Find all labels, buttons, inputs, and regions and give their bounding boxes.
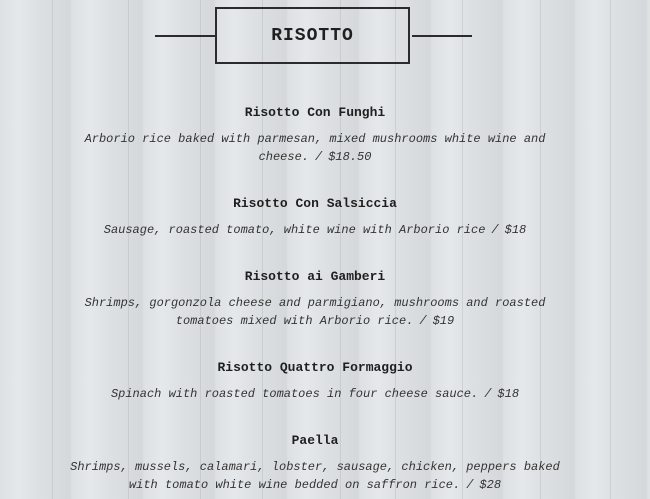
menu-item bbox=[70, 268, 560, 330]
menu-item-name: Risotto Con Salsiccia bbox=[233, 196, 397, 211]
menu-item-description: Arborio rice baked with parmesan, mixed mushrooms white wine and cheese. bbox=[84, 132, 546, 164]
price-separator: / bbox=[419, 314, 427, 328]
price-separator: / bbox=[315, 150, 323, 164]
menu-item-description-block bbox=[70, 130, 560, 166]
menu-list bbox=[70, 104, 560, 494]
menu-item-price: $28 bbox=[479, 478, 502, 492]
menu-item-description-block bbox=[70, 221, 560, 239]
menu-item-description: Spinach with roasted tomatoes in four cheese sauce. bbox=[110, 387, 479, 401]
menu-item-price: $18 bbox=[497, 387, 520, 401]
menu-item-description-block bbox=[70, 458, 560, 494]
menu-item-price: $18 bbox=[504, 223, 527, 237]
header-rule-left bbox=[155, 35, 215, 37]
menu-item-description: Shrimps, gorgonzola cheese and parmigiano, mushrooms and roasted tomatoes mixed with Arborio rice. bbox=[84, 296, 546, 328]
header-rule-right bbox=[412, 35, 472, 37]
menu-item bbox=[70, 359, 560, 403]
menu-item-name: Paella bbox=[291, 433, 339, 448]
menu-item bbox=[70, 104, 560, 166]
plank-seam bbox=[52, 0, 53, 499]
section-title: RISOTTO bbox=[215, 7, 410, 64]
menu-item-name: Risotto Con Funghi bbox=[244, 105, 386, 120]
plank-seam bbox=[610, 0, 611, 499]
menu-item-price: $18.50 bbox=[328, 150, 372, 164]
menu-item-name: Risotto ai Gamberi bbox=[244, 269, 386, 284]
price-separator: / bbox=[484, 387, 492, 401]
menu-item bbox=[70, 432, 560, 494]
menu-item-description: Sausage, roasted tomato, white wine with Arborio rice bbox=[103, 223, 486, 237]
menu-item-description: Shrimps, mussels, calamari, lobster, sausage, chicken, peppers baked with tomato white wine bedded on saffron rice. bbox=[70, 460, 560, 492]
price-separator: / bbox=[491, 223, 499, 237]
menu-item-price: $19 bbox=[432, 314, 455, 328]
menu-item-description-block bbox=[70, 385, 560, 403]
menu-item bbox=[70, 195, 560, 239]
price-separator: / bbox=[466, 478, 474, 492]
section-header bbox=[0, 7, 650, 67]
menu-item-description-block bbox=[70, 294, 560, 330]
menu-item-name: Risotto Quattro Formaggio bbox=[217, 360, 413, 375]
